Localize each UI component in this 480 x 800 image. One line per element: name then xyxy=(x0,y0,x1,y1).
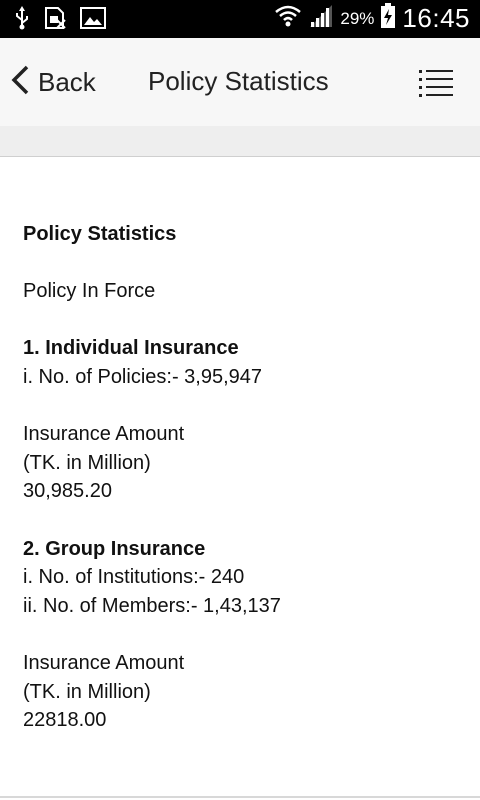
status-left-icons xyxy=(14,6,106,35)
sim-icon xyxy=(44,6,66,35)
content-subheading: Policy In Force xyxy=(23,280,156,303)
individual-insurance-title: 1. Individual Insurance xyxy=(23,337,239,360)
individual-policies: i. No. of Policies:- 3,95,947 xyxy=(23,365,263,388)
content-heading: Policy Statistics xyxy=(23,223,177,245)
signal-icon xyxy=(308,3,334,34)
clock: 16:45 xyxy=(402,3,470,33)
list-menu-icon[interactable] xyxy=(416,66,456,98)
usb-icon xyxy=(14,6,30,35)
page-title: Policy Statistics xyxy=(148,66,329,96)
group-amount-value: 22818.00 xyxy=(23,709,107,732)
group-amount-label: Insurance Amount xyxy=(23,651,185,674)
battery-percent: 29% xyxy=(340,8,375,28)
individual-amount-unit: (TK. in Million) xyxy=(23,451,151,474)
group-amount-unit: (TK. in Million) xyxy=(23,680,151,703)
back-button[interactable] xyxy=(10,62,96,102)
group-institutions: i. No. of Institutions:- 240 xyxy=(23,566,245,589)
wifi-icon xyxy=(274,3,302,34)
chevron-left-icon xyxy=(10,64,30,101)
header-divider-band xyxy=(0,126,480,157)
group-members: ii. No. of Members:- 1,43,137 xyxy=(23,594,281,617)
back-label: Back xyxy=(38,66,96,97)
individual-amount-value: 30,985.20 xyxy=(23,480,112,503)
group-insurance-title: 2. Group Insurance xyxy=(23,537,206,560)
policy-content xyxy=(23,220,463,735)
app-bar xyxy=(0,38,480,126)
status-bar xyxy=(0,0,480,38)
individual-amount-label: Insurance Amount xyxy=(23,423,185,446)
status-right xyxy=(274,3,470,34)
bottom-divider xyxy=(0,796,480,798)
image-icon xyxy=(80,7,106,34)
battery-icon xyxy=(380,3,396,34)
